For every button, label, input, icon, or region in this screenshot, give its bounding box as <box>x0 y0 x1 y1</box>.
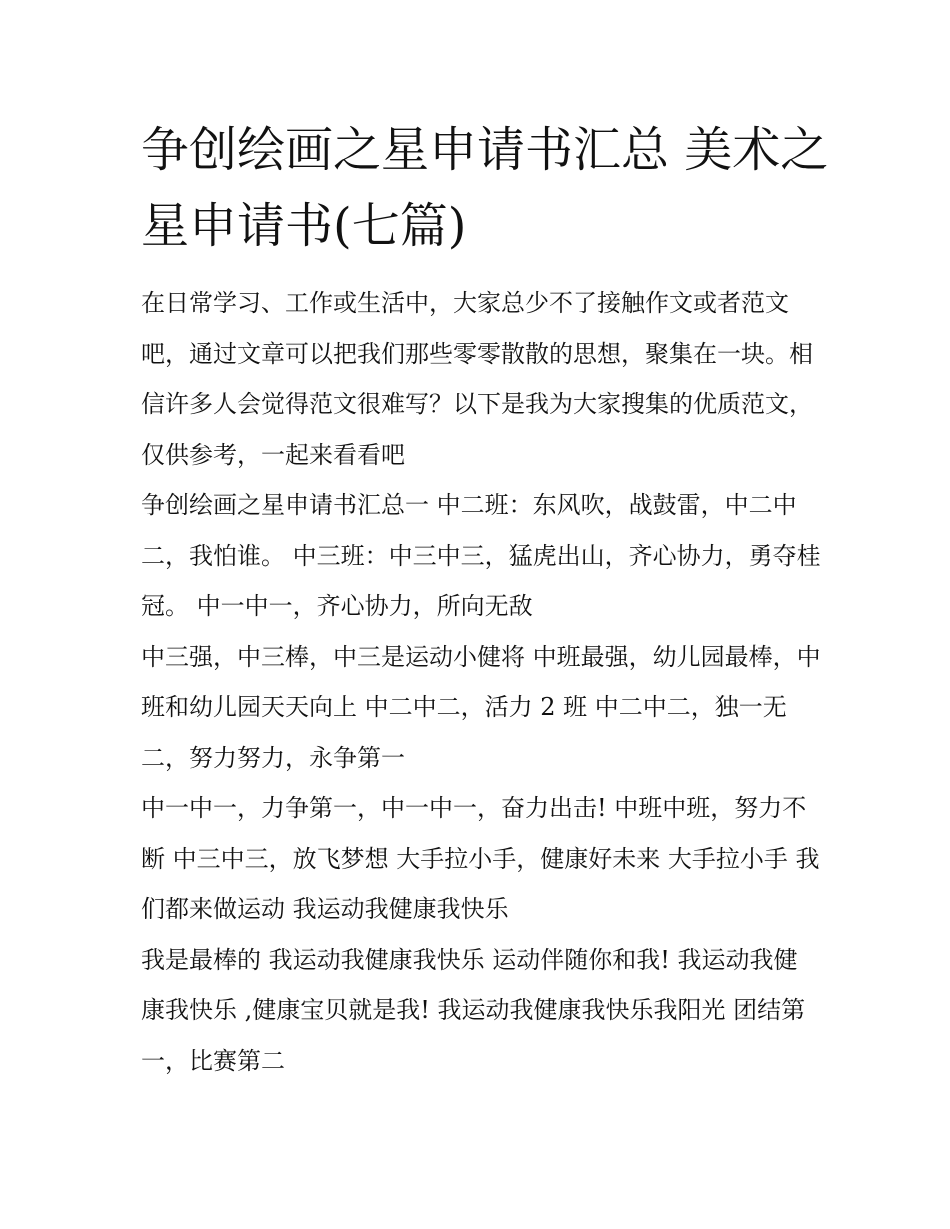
paragraph-slogans-2: 中三强，中三棒，中三是运动小健将 中班最强，幼儿园最棒，中班和幼儿园天天向上 中二中二，活力 2 班 中二中二，独一无二，努力努力，永争第一 <box>141 642 821 772</box>
paragraph-slogans-4: 我是最棒的 我运动我健康我快乐 运动伴随你和我! 我运动我健康我快乐 ,健康宝贝就是我! 我运动我健康我快乐我阳光 团结第一，比赛第二 <box>141 945 806 1075</box>
paragraph-intro: 在日常学习、工作或生活中，大家总少不了接触作文或者范文吧，通过文章可以把我们那些零零散散的思想，聚集在一块。相信许多人会觉得范文很难写？以下是我为大家搜集的优质范文，仅供参考，一起来看看吧 <box>141 289 813 469</box>
paragraph-slogans-3: 中一中一，力争第一，中一中一，奋力出击! 中班中班，努力不断 中三中三，放飞梦想 大手拉小手，健康好未来 大手拉小手 我们都来做运动 我运动我健康我快乐 <box>141 794 820 923</box>
document-body <box>141 278 821 1086</box>
document-title: 争创绘画之星申请书汇总 美术之星申请书(七篇) <box>141 122 829 254</box>
paragraph-slogans-1: 争创绘画之星申请书汇总一 中二班：东风吹，战鼓雷，中二中二，我怕谁。 中三班：中三中三，猛虎出山，齐心协力，勇夺桂冠。 中一中一，齐心协力，所向无敌 <box>141 491 821 620</box>
